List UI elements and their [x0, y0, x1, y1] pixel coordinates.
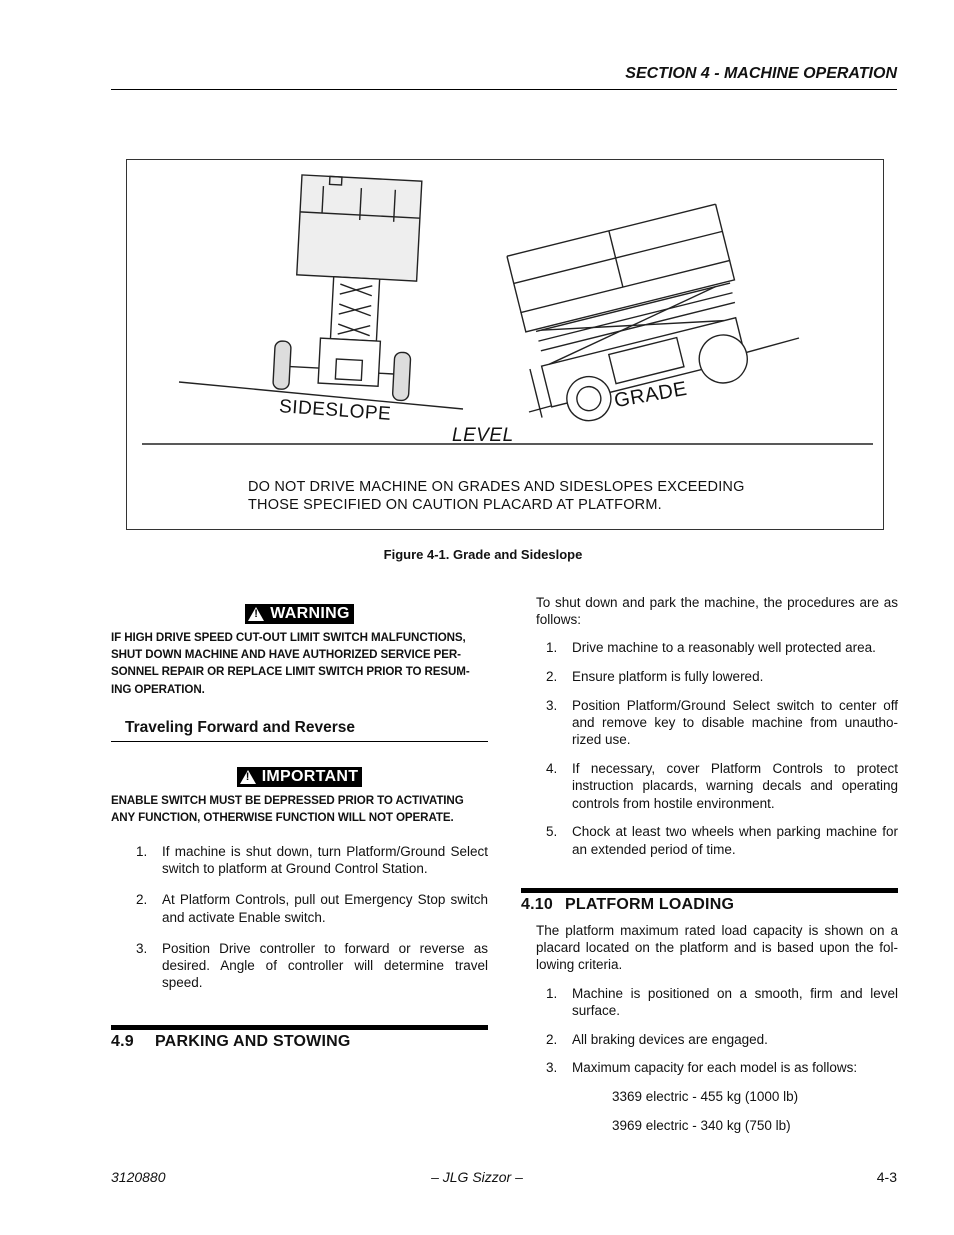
traveling-heading: Traveling Forward and Reverse	[111, 719, 488, 742]
warning-line: IF HIGH DRIVE SPEED CUT-OUT LIMIT SWITCH MALFUNCTIONS,	[111, 631, 466, 644]
caution-line: THOSE SPECIFIED ON CAUTION PLACARD AT PLATFORM.	[248, 497, 662, 513]
warning-text	[111, 629, 488, 698]
footer-doc-number: 3120880	[111, 1169, 166, 1185]
capacity-line: 3369 electric - 455 kg (1000 lb)	[612, 1089, 799, 1105]
important-line: ENABLE SWITCH MUST BE DEPRESSED PRIOR TO ACTIVATING	[111, 794, 464, 807]
figure-grade-sideslope	[126, 159, 884, 530]
list-item: 5. Chock at least two wheels when parking machine for an extended period of time.	[546, 824, 898, 857]
list-item: 3. Position Platform/Ground Select switch to center off and remove key to disable machine from unautho-rized use.	[546, 698, 898, 748]
list-item: 1. Drive machine to a reasonably well protected area.	[546, 640, 876, 656]
loading-intro: The platform maximum rated load capacity is shown on a placard located on the platform and is based upon the fol-lowing criteria.	[536, 923, 898, 973]
sideslope-label: SIDESLOPE	[278, 396, 392, 425]
important-badge-label: IMPORTANT	[261, 768, 359, 785]
warning-line: ING OPERATION.	[111, 682, 205, 696]
section-header: SECTION 4 - MACHINE OPERATION	[625, 65, 897, 82]
important-line: ANY FUNCTION, OTHERWISE FUNCTION WILL NOT OPERATE.	[111, 811, 454, 825]
important-block	[111, 767, 488, 826]
capacity-line: 3969 electric - 340 kg (750 lb)	[612, 1118, 791, 1133]
important-text	[111, 792, 488, 826]
list-item: 4. If necessary, cover Platform Controls to protect instruction placards, warning decals and operating controls from hostile environment.	[546, 761, 898, 811]
section-4-10-heading: 4.10 PLATFORM LOADING	[521, 888, 898, 914]
header-rule	[111, 89, 897, 90]
list-item: 2. At Platform Controls, pull out Emergency Stop switch and activate Enable switch.	[136, 892, 488, 925]
loading-content	[536, 922, 898, 1134]
parking-content	[536, 594, 898, 869]
footer-page-number: 4-3	[876, 1169, 897, 1185]
list-item: 1. If machine is shut down, turn Platform/Ground Select switch to platform at Ground Control Station.	[136, 844, 488, 877]
important-triangle-icon	[240, 770, 256, 784]
important-badge	[237, 767, 363, 787]
sideslope-machine	[273, 174, 422, 401]
scissor-lift-illustration	[127, 160, 885, 531]
caution-text	[248, 478, 745, 514]
level-label: LEVEL	[452, 425, 514, 446]
traveling-steps	[126, 843, 488, 1003]
warning-badge-label: WARNING	[270, 605, 350, 622]
warning-block	[111, 604, 488, 698]
caution-line: DO NOT DRIVE MACHINE ON GRADES AND SIDESLOPES EXCEEDING	[248, 479, 745, 495]
section-4-9-heading: 4.9 PARKING AND STOWING	[111, 1025, 488, 1051]
list-item: 2. All braking devices are engaged.	[546, 1031, 768, 1047]
footer-title: – JLG Sizzor –	[431, 1169, 523, 1185]
warning-triangle-icon	[248, 607, 264, 621]
list-item: 3. Position Drive controller to forward or reverse as desired. Angle of controller will determine travel speed.	[136, 940, 488, 991]
warning-badge	[245, 604, 353, 624]
list-item: 1. Machine is positioned on a smooth, firm and level surface.	[546, 985, 898, 1018]
figure-caption: Figure 4-1. Grade and Sideslope	[383, 547, 583, 562]
parking-intro: To shut down and park the machine, the procedures are as follows:	[536, 595, 898, 628]
warning-line: SONNEL REPAIR OR REPLACE LIMIT SWITCH PRIOR TO RESUM-	[111, 665, 470, 679]
list-item: 3. Maximum capacity for each model is as follows:	[546, 1060, 858, 1076]
list-item: 2. Ensure platform is fully lowered.	[546, 669, 764, 685]
grade-label: GRADE	[612, 377, 689, 413]
warning-line: SHUT DOWN MACHINE AND HAVE AUTHORIZED SERVICE PER-	[111, 648, 461, 662]
